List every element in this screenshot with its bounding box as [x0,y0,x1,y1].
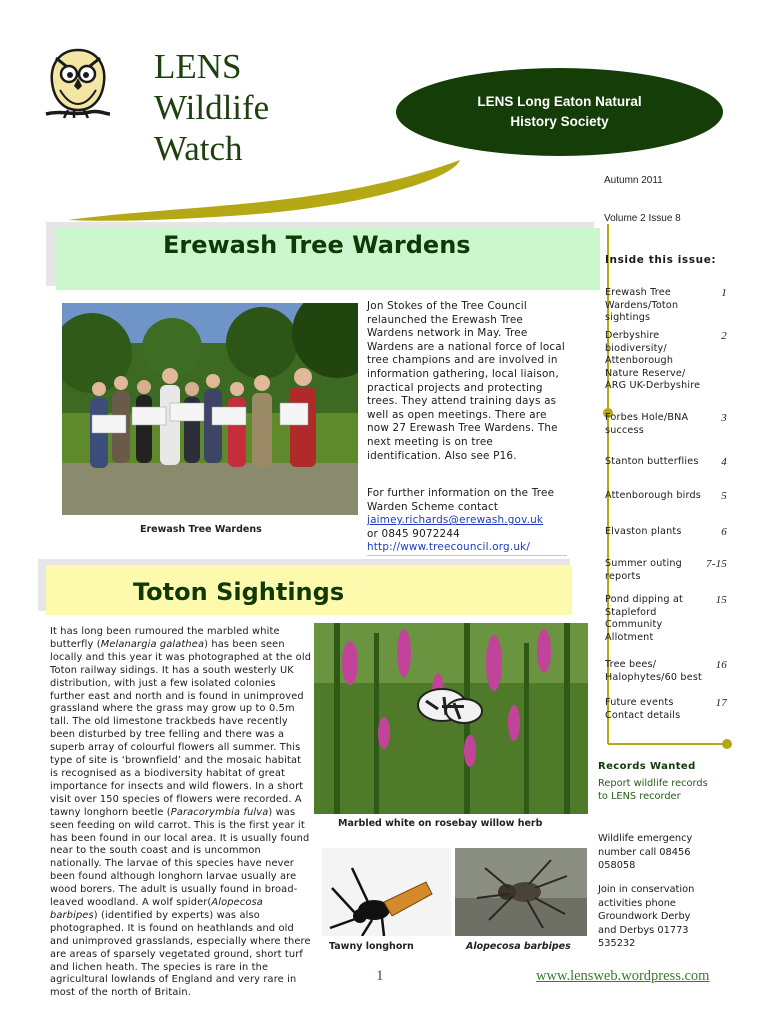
society-badge [396,68,723,156]
contact-phone: 0845 9072244 [381,527,460,540]
wolf-spider-caption: Alopecosa barbipes [466,941,571,952]
toc-title: Attenborough birds [605,490,701,501]
toc-item[interactable] [605,490,735,503]
toton-text-3: ) was seen feeding on wild carrot. This is the first year it has been found in our local area. It is usually found near to the south coast and is uncommon nationally. The larvae of this species have never been found although longhorn larvae usually are wood borers. The adult is usually found in broad-leaved woodland. A wolf spider( [50,806,310,909]
toc-title: Erewash Tree Wardens/Toton sightings [605,287,679,323]
toc-page: 3 [721,412,727,424]
toc-page: 16 [715,659,727,671]
toc-item[interactable] [605,558,735,583]
toc-title: Derbyshire biodiversity/ Attenborough Nature Reserve/ ARG UK-Derbyshire [605,330,701,391]
tawny-longhorn-photo [322,848,451,936]
title-line-2: Wildlife [154,88,270,127]
erewash-heading: Erewash Tree Wardens [56,228,600,290]
toc-title: Forbes Hole/BNA success [605,412,689,436]
toc-item[interactable] [605,697,735,722]
tree-wardens-caption: Erewash Tree Wardens [140,524,262,535]
conservation-activities-note: Join in conservation activities phone Groundwork Derby and Derbys 01773 535232 [598,884,695,949]
inside-issue-heading: Inside this issue: [605,254,717,266]
issue-volume: Volume 2 Issue 8 [604,213,681,224]
toton-heading: Toton Sightings [46,565,572,615]
toc-item[interactable] [605,659,735,684]
website-link[interactable]: www.lensweb.wordpress.com [536,968,710,984]
toc-page: 1 [721,287,727,299]
marbled-white-caption: Marbled white on rosebay willow herb [338,818,543,829]
owl-logo-icon [44,44,112,124]
toc-title: Elvaston plants [605,526,682,537]
issue-date: Autumn 2011 [604,175,663,186]
tawny-longhorn-caption: Tawny longhorn [329,941,414,952]
toc-item[interactable] [605,456,735,469]
section-divider [367,555,567,556]
contact-intro: For further information on the Tree Warden Scheme contact [367,487,555,513]
title-line-1: LENS [154,47,242,86]
toc-page: 2 [721,330,727,342]
toc-page: 4 [721,456,727,468]
species-name-wolf-spider: Alopecosa barbipes [50,897,263,921]
tree-warden-contact [367,487,572,555]
toc-item[interactable] [605,412,735,437]
toton-paragraph [50,626,312,1000]
toton-text-1: It has long been rumoured the marbled white butterfly ( [50,626,280,650]
marbled-white-photo [314,623,588,814]
toc-page: 15 [715,594,727,606]
species-name-tawny-longhorn: Paracorymbia fulva [170,806,269,818]
toc-page: 5 [721,490,727,502]
species-name-marbled-white: Melanargia galathea [100,638,205,650]
toc-item[interactable] [605,526,735,539]
toc-page: 17 [715,697,727,709]
contact-email-link[interactable]: jaimey.richards@erewash.gov.uk [367,514,544,527]
toc-page: 7-15 [706,558,727,570]
toc-page: 6 [721,526,727,538]
toc-title: Summer outing reports [605,558,682,582]
toton-text-4: ) (identified by experts) was also photographed. It is found on heathlands and old and unimproved grasslands, especially where there are areas of sparsely vegetated ground, short turf and lichen heath. The species is rare in the agricultural lowlands of England and very rare in most of the north of Britain. [50,909,311,999]
records-wanted-heading: Records Wanted [598,761,696,772]
wolf-spider-photo [455,848,587,936]
toc-title: Stanton butterflies [605,456,699,467]
page-number: 1 [376,968,384,984]
toc-item[interactable] [605,330,735,393]
toc-title: Future events Contact details [605,697,681,721]
tree-wardens-paragraph: Jon Stokes of the Tree Council relaunched the Erewash Tree Wardens network in May. Tree Wardens are a national force of local tree champions and are involved in information gathering, local liaison, practical projects and protecting trees. They attend training days as well as open meetings. There are now 27 Erewash Tree Wardens. The next meeting is on tree identification. Also see P16. [367,300,565,462]
contact-or: or [367,527,379,540]
toc-item[interactable] [605,287,735,325]
title-line-3: Watch [154,129,243,168]
toc-title: Tree bees/ Halophytes/60 best [605,659,702,683]
toc-title: Pond dipping at Stapleford Community Allotment [605,594,683,643]
society-name: LENS Long Eaton Natural History Society [477,94,642,129]
toton-text-2: ) has been seen locally and this year it was photographed at the old Toton railway sidings. It has a south westerly UK distribution, with just a few isolated colonies further east and north and is found in unimproved grassland where the grass may grow up to 0.5m tall. The old limestone trackbeds have recently been disturbed by tree felling and there was a superb array of colourful flowers all summer. This type of site is ‘brownfield’ and the mosaic habitat is recognised as a biodiversity habitat of great importance for insects and wild flowers. In a short visit over 150 species of flowers were recorded. A tawny longhorn beetle ( [50,638,312,818]
tree-wardens-photo [62,303,358,515]
tree-council-link[interactable]: http://www.treecouncil.org.uk/ [367,541,531,554]
records-wanted-text: Report wildlife records to LENS recorder [598,778,708,803]
wildlife-emergency-note: Wildlife emergency number call 08456 058058 [598,833,693,871]
toc-item[interactable] [605,594,735,644]
